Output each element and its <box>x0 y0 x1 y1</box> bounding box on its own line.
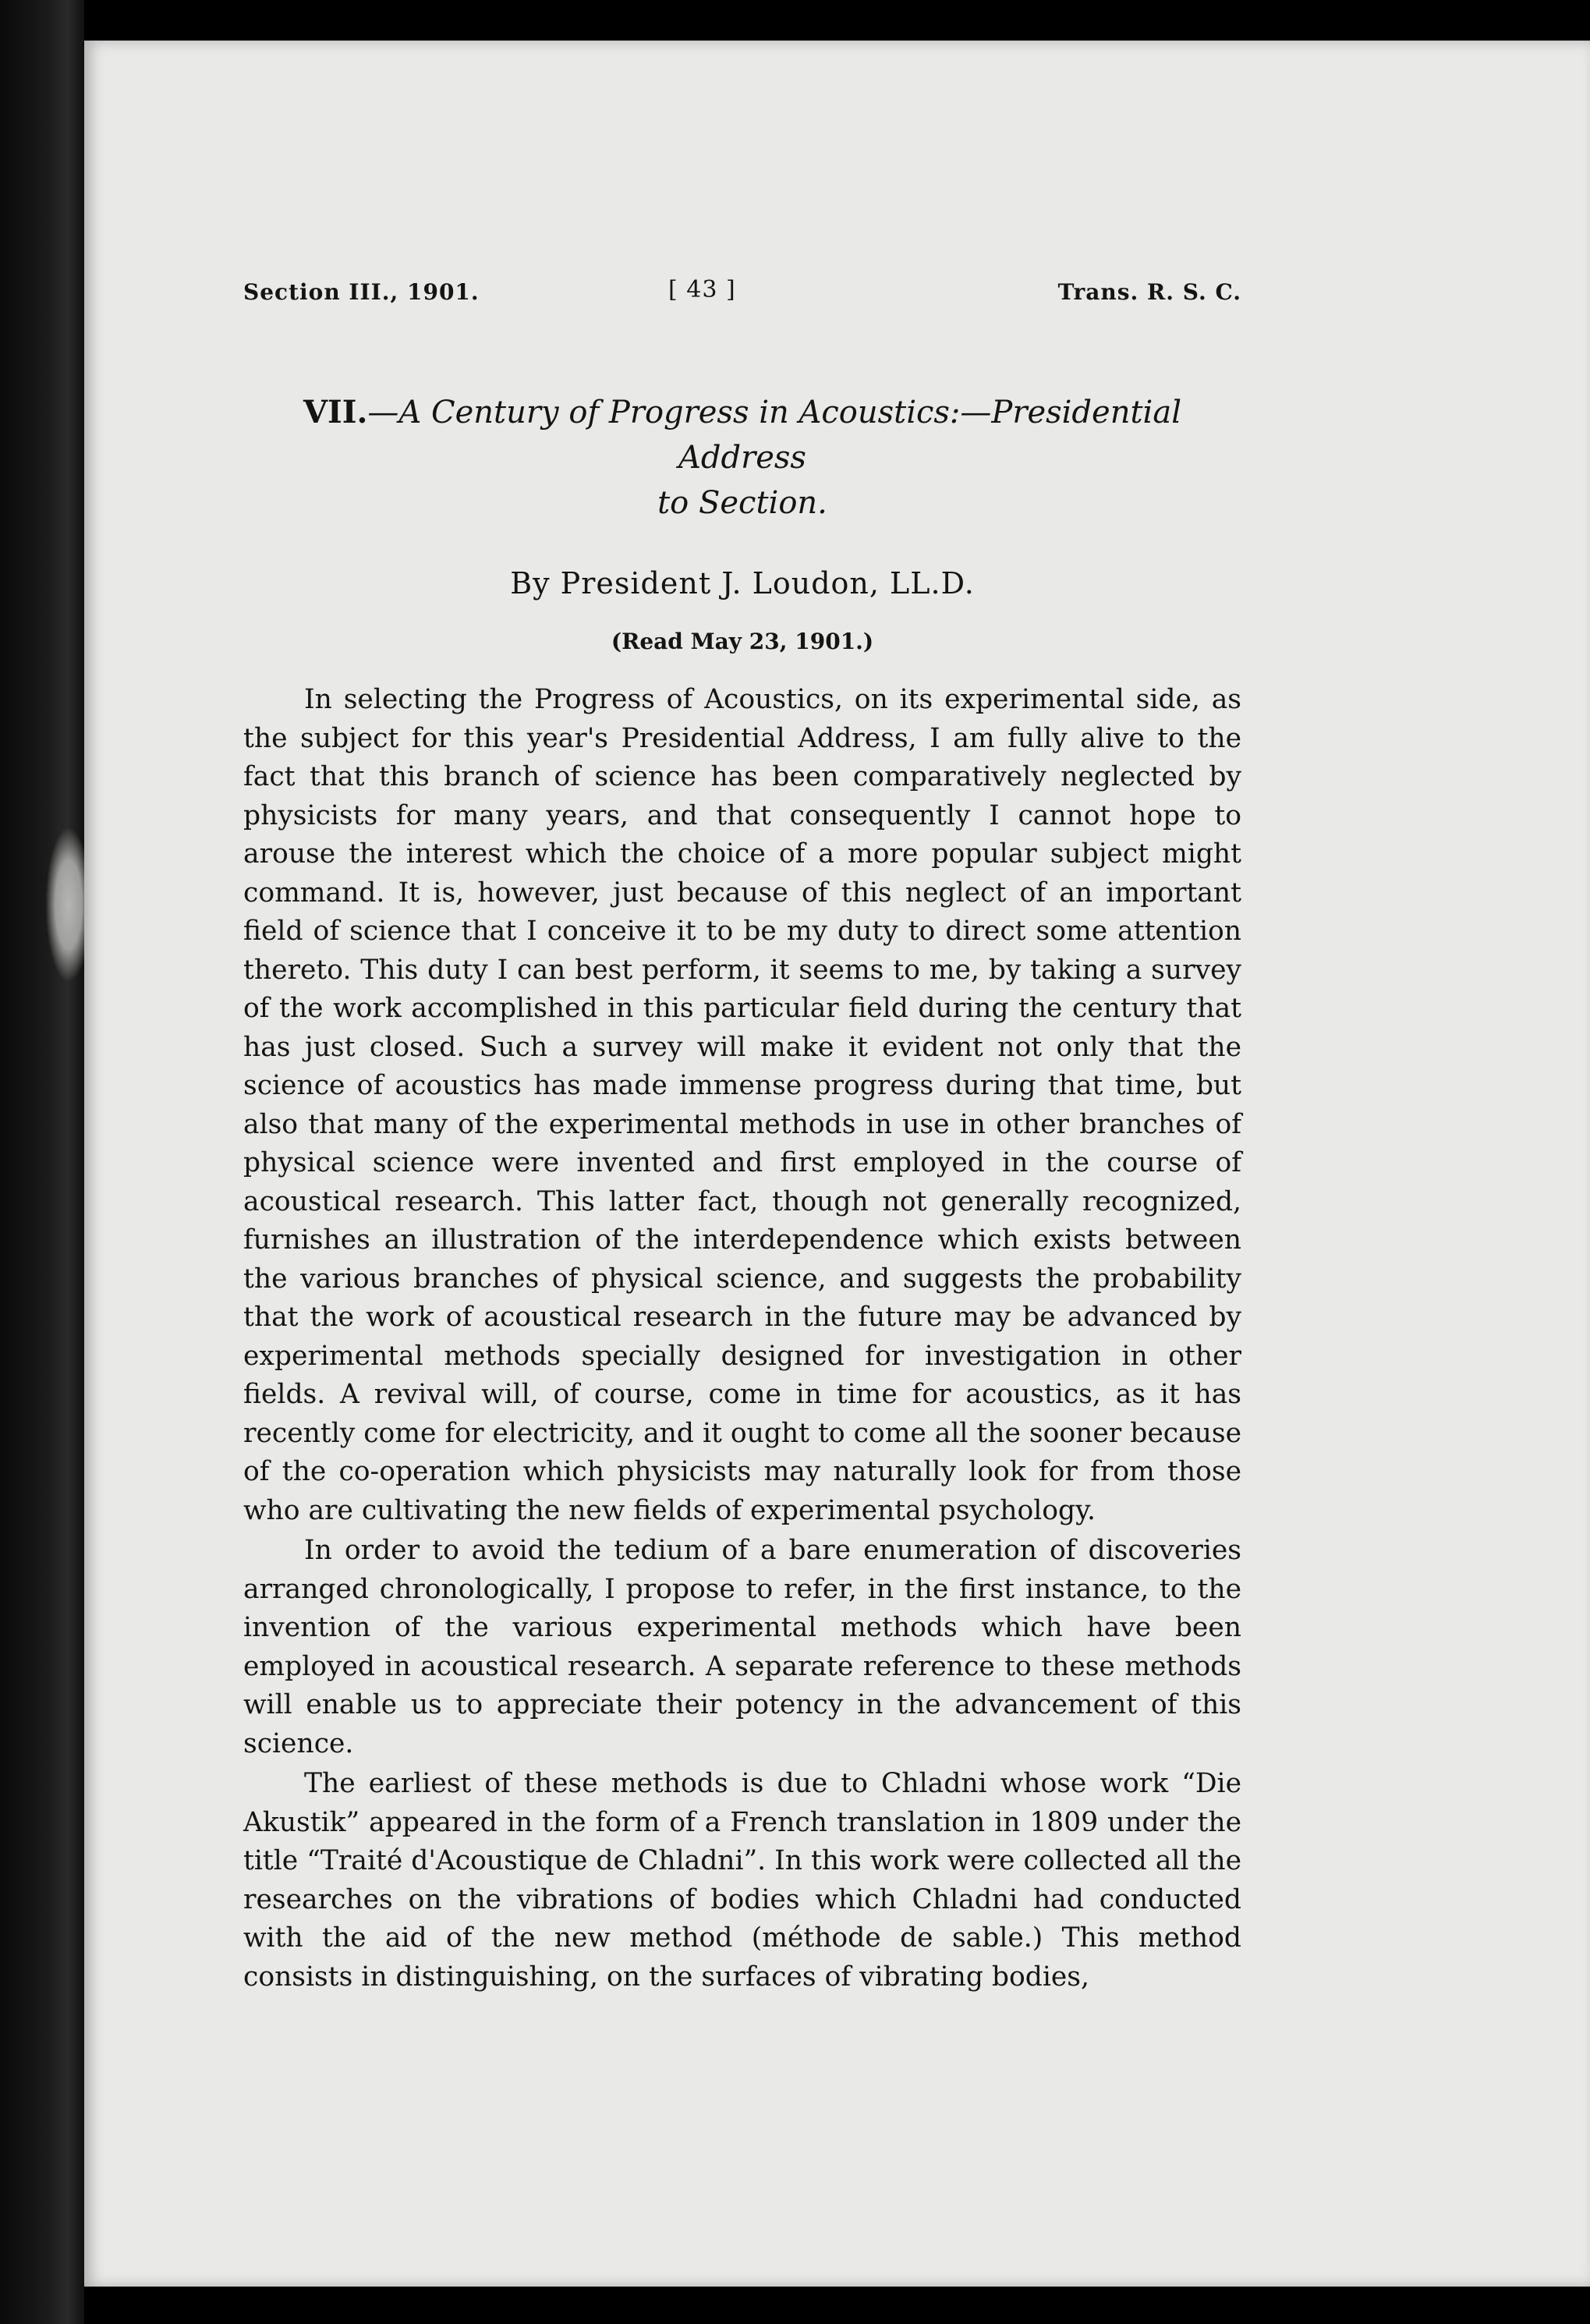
running-header <box>243 265 1241 312</box>
page-content <box>243 265 1241 1998</box>
author-line: By President J. Loudon, LL.D. <box>510 566 975 600</box>
body-text <box>243 681 1241 1996</box>
title-number: VII. <box>303 394 368 430</box>
header-page-number: [ 43 ] <box>668 276 736 303</box>
paragraph-3: The earliest of these methods is due to Chladni whose work “Die Akustik” appeared in the form of a French translation in 1809 under the title “Traité d'Acoustique de Chladni”. In this work were collected all the researches on the vibrations of bodies which Chladni had conducted with the aid of the new method (méthode de sable.) This method consists in distinguishing, on the surfaces of vibrating bodies, <box>243 1768 1241 1993</box>
scan-left-edge <box>0 0 84 2324</box>
article-title <box>243 390 1241 526</box>
paragraph-1: In selecting the Progress of Acoustics, on its experimental side, as the subject for this year's Presidential Address, I am fully alive to the fact that this branch of science has been comparatively neglected by physicists for many years, and that consequently I cannot hope to arouse the interest which the choice of a more popular subject might command. It is, however, just because of this neglect of an important field of science that I conceive it to be my duty to direct some attention thereto. This duty I can best perform, it seems to me, by taking a survey of the work accomplished in this particular field during the century that has just closed. Such a survey will make it evident not only that the science of acoustics has made immense progress during that time, but also that many of the experimental methods in use in other branches of physical science were invented and first employed in the course of acoustical research. This latter fact, though not generally recognized, furnishes an illustration of the interdependence which exists between the various branches of physical science, and suggests the probability that the work of acoustical research in the future may be advanced by experimental methods specially designed for investigation in other fields. A revival will, of course, come in time for acoustics, as it has recently come for electricity, and it ought to come all the sooner because of the co-operation which physicists may naturally look for from those who are cultivating the new fields of experimental psychology. <box>243 684 1241 1526</box>
title-line-2: to Section. <box>657 485 827 521</box>
header-section: Section III., 1901. <box>243 279 480 305</box>
paragraph-2: In order to avoid the tedium of a bare enumeration of discoveries arranged chronologically, I propose to refer, in the first instance, to the invention of the various experimental methods which have been employed in acoustical research. A separate reference to these methods will enable us to appreciate their potency in the advancement of this science. <box>243 1535 1241 1759</box>
title-text-1: —A Century of Progress in Acoustics:—Presidential Address <box>367 395 1181 476</box>
title-line-1 <box>243 390 1241 480</box>
header-journal: Trans. R. S. C. <box>1057 279 1241 305</box>
read-date: (Read May 23, 1901.) <box>611 629 874 654</box>
